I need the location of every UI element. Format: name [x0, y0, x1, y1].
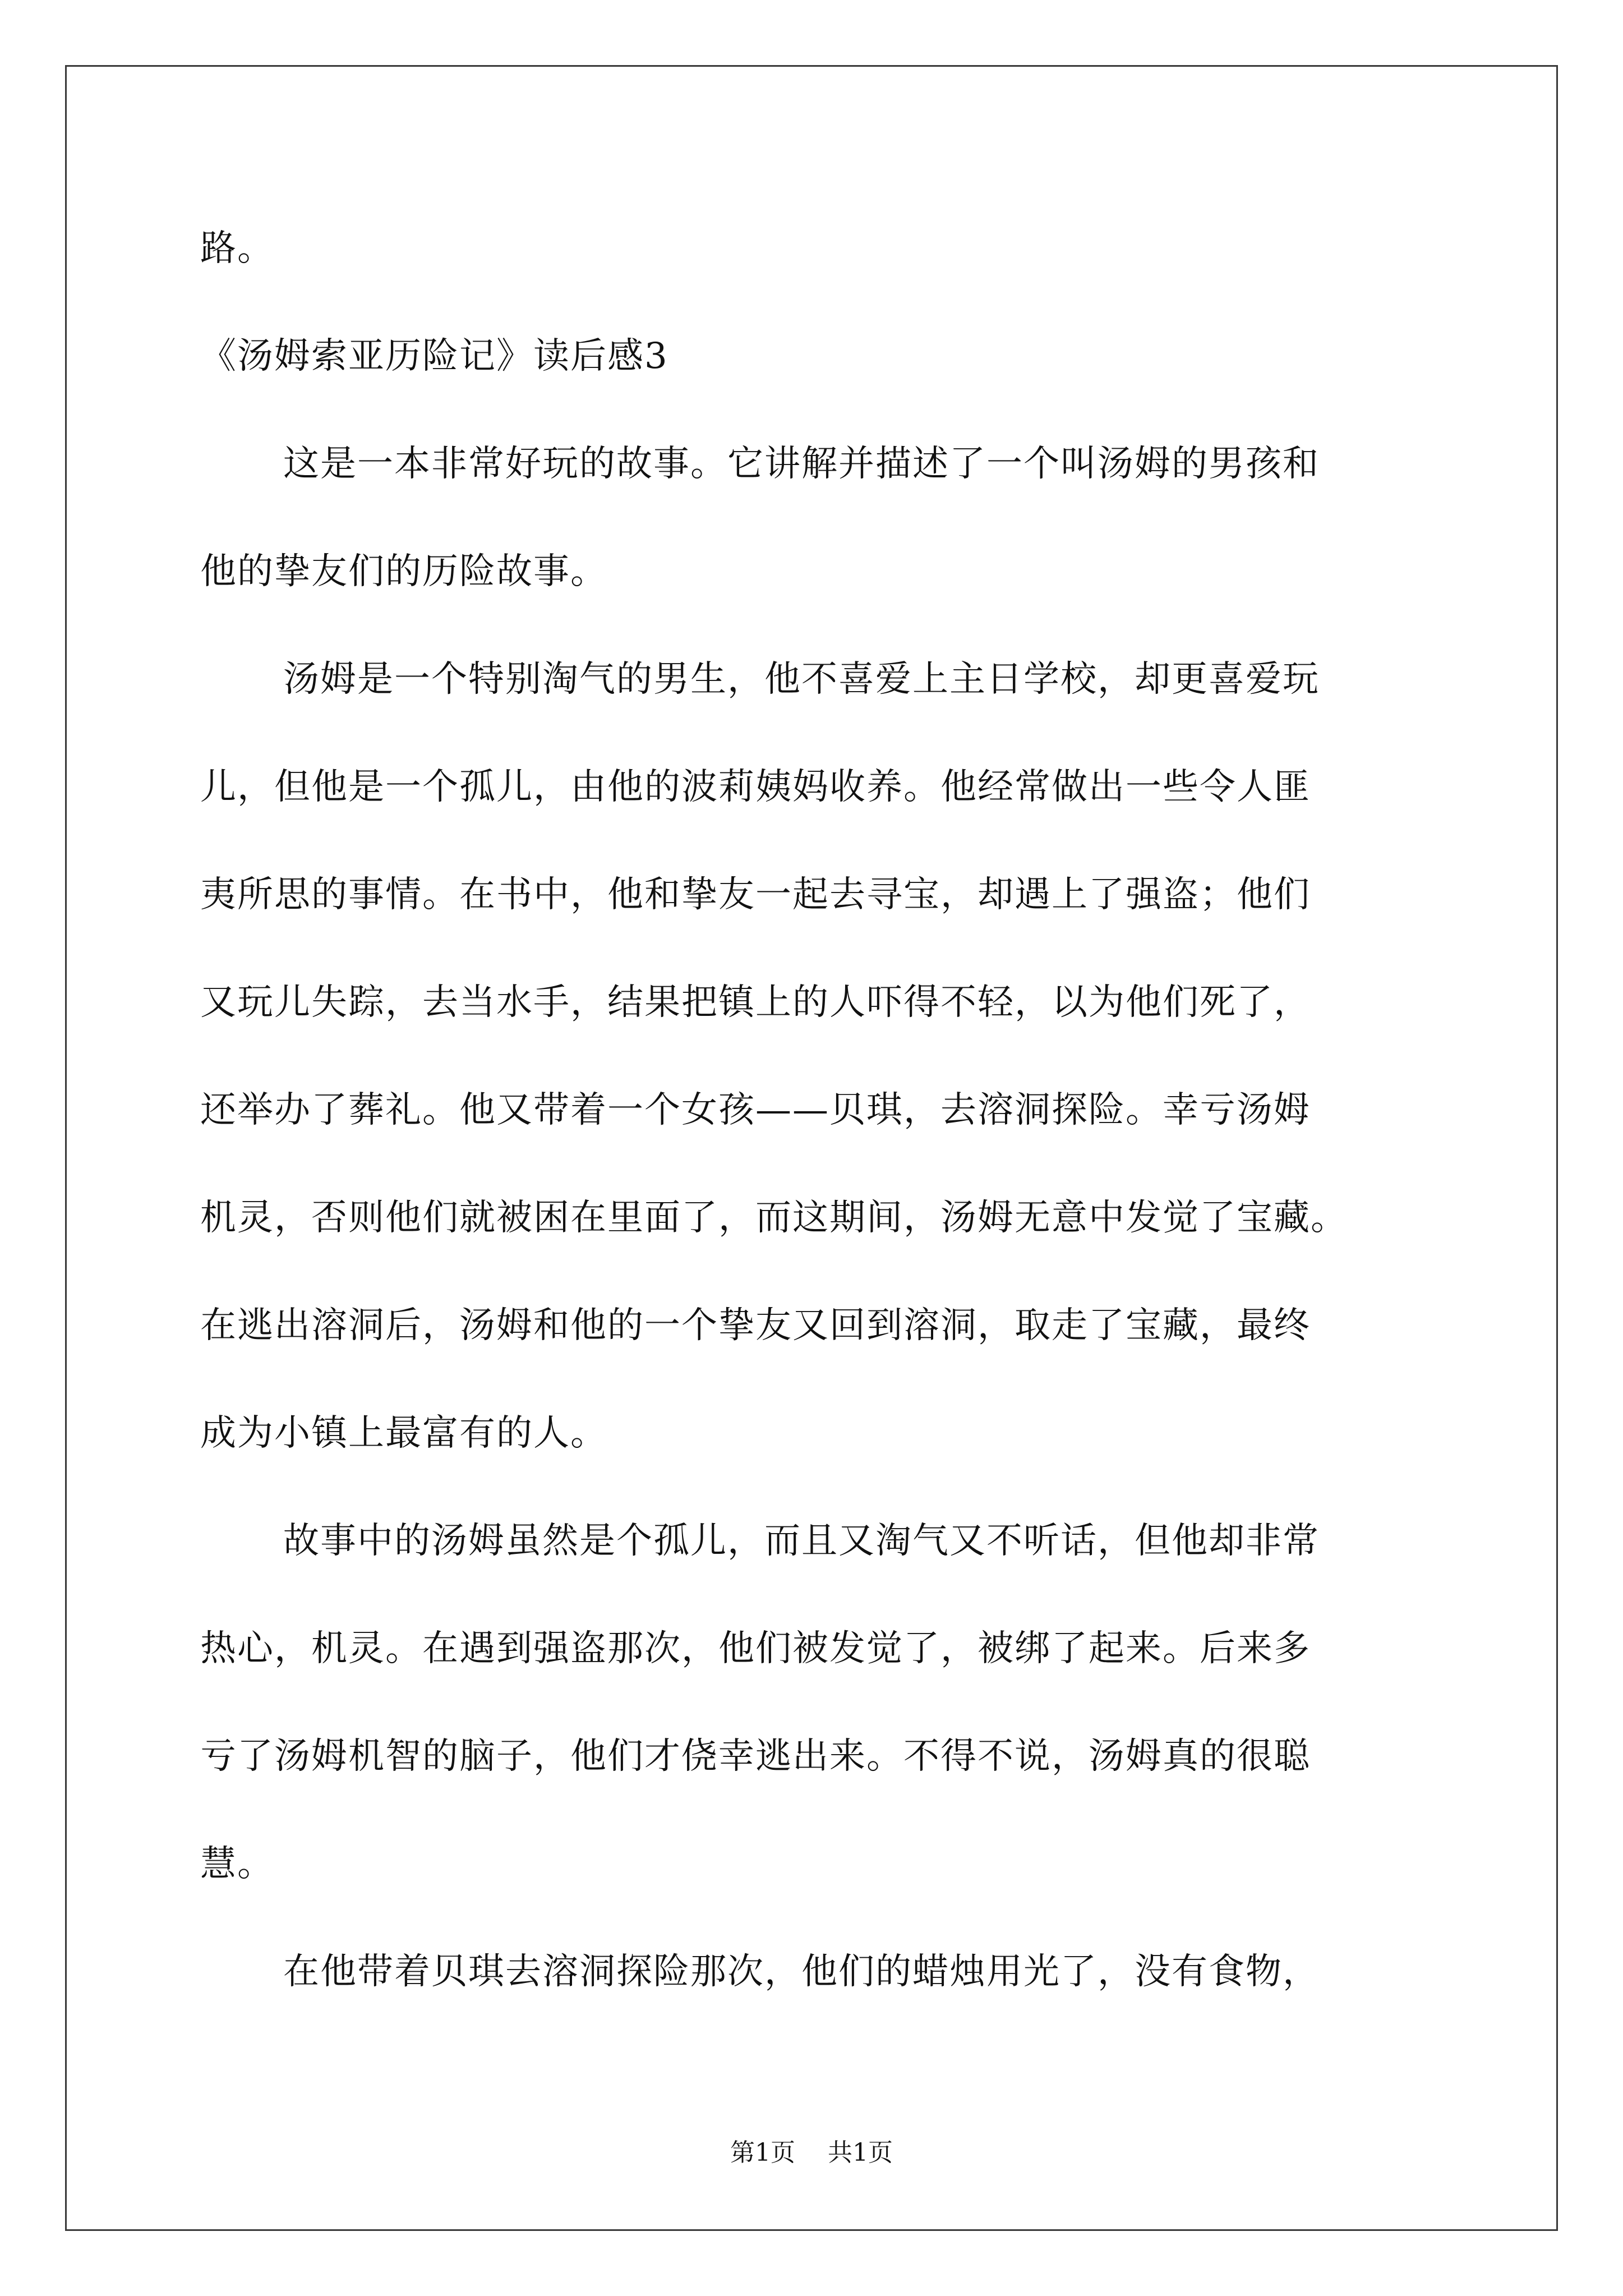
- text-line-1: 路。: [200, 228, 274, 269]
- page-border: [65, 65, 1558, 2231]
- page-total: 共1页: [828, 2138, 893, 2167]
- paragraph-2-line-5: 还举办了葬礼。他又带着一个女孩——贝琪，去溶洞探险。幸亏汤姆: [200, 1089, 1311, 1131]
- paragraph-3-line-2: 热心，机灵。在遇到强盗那次，他们被发觉了，被绑了起来。后来多: [200, 1628, 1311, 1669]
- paragraph-3-line-3: 亏了汤姆机智的脑子，他们才侥幸逃出来。不得不说，汤姆真的很聪: [200, 1736, 1311, 1777]
- paragraph-2-line-8: 成为小镇上最富有的人。: [200, 1412, 607, 1454]
- paragraph-2-line-7: 在逃出溶洞后，汤姆和他的一个挚友又回到溶洞，取走了宝藏，最终: [200, 1305, 1311, 1346]
- section-heading: 《汤姆索亚历险记》读后感3: [200, 335, 668, 377]
- paragraph-1-line-1: 这是一本非常好玩的故事。它讲解并描述了一个叫汤姆的男孩和: [283, 443, 1320, 485]
- paragraph-4-line-1: 在他带着贝琪去溶洞探险那次，他们的蜡烛用光了，没有食物，: [283, 1951, 1320, 1993]
- paragraph-2-line-2: 儿，但他是一个孤儿，由他的波莉姨妈收养。他经常做出一些令人匪: [200, 766, 1311, 808]
- paragraph-2-line-6: 机灵，否则他们就被困在里面了，而这期间，汤姆无意中发觉了宝藏。: [200, 1197, 1348, 1239]
- paragraph-2-line-4: 又玩儿失踪，去当水手，结果把镇上的人吓得不轻，以为他们死了，: [200, 982, 1311, 1023]
- paragraph-3-line-1: 故事中的汤姆虽然是个孤儿，而且又淘气又不听话，但他却非常: [283, 1520, 1320, 1562]
- page-number: 第1页: [730, 2138, 795, 2167]
- paragraph-1-line-2: 他的挚友们的历险故事。: [200, 551, 607, 592]
- paragraph-2-line-1: 汤姆是一个特别淘气的男生，他不喜爱上主日学校，却更喜爱玩: [283, 659, 1320, 700]
- page-footer: [0, 2138, 1623, 2167]
- paragraph-2-line-3: 夷所思的事情。在书中，他和挚友一起去寻宝，却遇上了强盗；他们: [200, 874, 1311, 915]
- paragraph-3-line-4: 慧。: [200, 1843, 274, 1885]
